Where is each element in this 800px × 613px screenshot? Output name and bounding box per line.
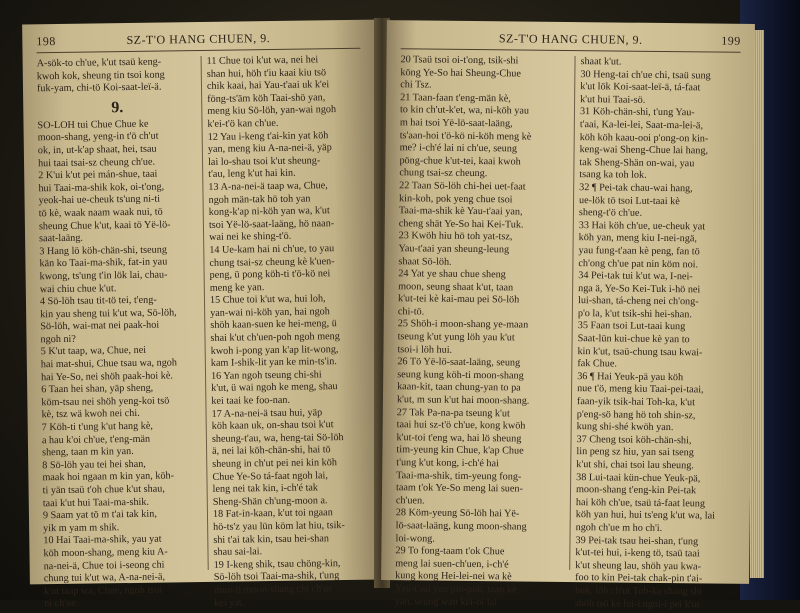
text-line: 7 Köh-ti t'ung k'ut hang kè, — [41, 420, 154, 434]
text-line: shau sai-lai. — [213, 546, 263, 559]
text-line: hai mat-shui, Chue tsau wa, ngoh — [40, 357, 178, 371]
text-line: tsang ka toh lok. — [579, 169, 647, 182]
text-line: leng nei tak kin, i-ch'é tak — [212, 482, 319, 496]
text-line: kän ko Taai-ma-shik, fat-in yau — [39, 256, 168, 270]
text-line: 34 Pei-tak tui k'ut wa, I-nei- — [578, 270, 693, 283]
text-line: köh moon-shang, meng kiu A- — [43, 546, 168, 560]
text-line: kei yat. — [214, 596, 245, 609]
text-line: meng lai suen-ch'uen, i-ch'é — [395, 557, 509, 571]
text-line: kung shi-shé kwöh yan. — [576, 421, 674, 434]
text-line: yeok-hai ue-cheuk ts'ung ni-ti — [38, 193, 161, 207]
text-line: köh yan, meng kiu I-nei-ngä, — [578, 232, 697, 245]
text-line: Taai-ma-shik, tim-yeung fong- — [396, 469, 522, 483]
text-line: köng Ye-So hai Sheung-Chue — [400, 66, 522, 80]
text-line: Yau-t'aai yan pin-pok, taan kè — [394, 583, 517, 596]
text-line: yau fung-t'aan kè peng, fan tö — [578, 245, 700, 258]
text-line: 25 Shöh-i moon-shang ye-maan — [397, 318, 529, 332]
text-line: yik m yam m shik. — [43, 521, 120, 535]
text-line: chung tsai-sz cheung kè k'uen- — [209, 255, 335, 269]
text-line: 39 Pei-tak tsau hei-shan, t'ung — [575, 534, 699, 547]
text-line: p'eng-sö hang hö toh shin-sz, — [576, 408, 696, 421]
text-line: k'ut, ü wai ngoh ke meng, shau — [211, 381, 338, 395]
text-line: kin k'ut, tsaü-chung tsau kwai- — [577, 345, 703, 359]
left-page-number: 198 — [36, 34, 56, 49]
text-line: ue-lök tö tsoi Lut-taai kè — [579, 194, 680, 207]
text-line: Chue Ye-So tá-faat ngoh lai, — [212, 469, 328, 483]
text-line: hui Taai-ma-shik kok, oi-t'ong, — [38, 181, 165, 195]
text-line: 23 Kwöh hiu hö toh yat-tsz, — [398, 230, 513, 243]
text-line: lö-saat-laäng, kung moon-shang — [395, 520, 527, 533]
text-line: keng-wai Sheng-Chue lai hang, — [579, 144, 709, 157]
text-line: shi t'ai tak kin, tsau hei-shan — [213, 532, 329, 546]
text-line: 15 Chue toi k'ut wa, hui loh, — [209, 293, 326, 307]
text-line: sheng, taan m kin yan. — [42, 446, 134, 459]
text-line: me? i-ch'é lai ni ch'ue, seung — [399, 142, 518, 155]
text-line: ngoh ni? — [40, 333, 76, 346]
text-line: sheung Chue k'ut, kaai tö Yë-lö- — [38, 218, 171, 232]
text-line: taai hui sz-t'ö ch'ue, kong kwöh — [396, 419, 526, 432]
text-line: hai Ye-So, nei shöh paak-hoi kè. — [40, 370, 173, 383]
text-line: t'aai, Ka-lei-lei, Saat-ma-lei-ä, — [579, 119, 704, 132]
text-line: yan, meng kiu A-na-nei-ä, yäp — [207, 142, 332, 156]
text-line: fuk-yam, chi-tö Koi-saat-leï-ä. — [36, 81, 162, 95]
text-line: k'ut lök Koi-saat-leï-ä, tá-faat — [580, 81, 701, 94]
text-line: ch'ong ch'ue pat nin köm noi. — [578, 257, 699, 270]
text-line: shan hui, höh t'iu kaai kiu tsö — [206, 66, 327, 80]
text-line: A-sök-to ch'ue, k'ut tsaü keng- — [36, 56, 162, 70]
text-line: ti yän tsaü t'oh chue k'ut shau, — [42, 483, 165, 497]
text-line: 37 Cheng tsoi köh-chän-shi, — [576, 433, 692, 447]
left-column-2 — [207, 54, 373, 610]
text-line: 18 Fat-in-kaan, k'ut toi ngaan — [212, 507, 333, 521]
text-line: to kin ch'ut-k'et, wa, ni-köh yau — [399, 104, 530, 117]
text-line: chung tsai-sz cheung. — [399, 167, 488, 180]
text-line: 10 Hai Taai-ma-shik, yau yat — [43, 533, 162, 547]
text-line: taam t'ok Ye-So meng lai suen- — [395, 482, 524, 495]
right-page-number: 199 — [721, 33, 741, 48]
text-line: föng-ts'äm köh Taai-shö yan, — [207, 92, 326, 105]
text-line: Sheng-Shän ch'ung-moon a. — [212, 495, 328, 508]
text-line: ni ch'ue. — [44, 598, 79, 610]
text-line: 8 Sö-löh yau tei hei shan, — [42, 458, 146, 472]
text-line: tsoi Yë-lö-saat-laäng, hö naan- — [208, 217, 335, 231]
text-line: shöh kaan-suen ke hei-meng, ü — [210, 318, 337, 332]
text-line: kong-k'ap ni-köh yan wa, k'ut — [208, 205, 330, 219]
text-line: 33 Hai köh ch'ue, ue-cheuk yat — [578, 219, 706, 233]
chapter-heading: 9. — [111, 98, 124, 117]
text-line: chi Tsz. — [400, 79, 432, 91]
text-line: hai köh ch'ue, tsaü tá-faat leung — [575, 496, 706, 510]
text-line: Sö-löh, wai-mat nei paak-hoi — [40, 319, 160, 333]
text-line: kei taai ke foo-nan. — [211, 394, 291, 407]
text-line: ok, in, ut-k'ap shaat, hei, tsau — [37, 143, 157, 157]
text-line: wai nei ke shing-t'ö. — [209, 231, 292, 244]
text-line: k'ut shi, chai tsoi lau sheung. — [576, 459, 694, 472]
text-line: taai k'ut hui Taai-ma-shik. — [42, 496, 150, 509]
text-line: köm-tsau nei shöh yeng-koi tsö — [41, 395, 170, 409]
text-line: kaan-kit, taan chung-yan to pa — [397, 381, 521, 394]
text-line: 38 Lui-taai kün-chue Yeuk-pä, — [576, 471, 701, 484]
text-line: maak hoi ngaan m kin yan, köh- — [42, 470, 175, 484]
text-line: p'o la, k'ut tsik-shi hei-shan. — [577, 307, 692, 321]
text-line: Sö-löh tsoi Taai-ma-shik, t'ung — [213, 570, 340, 584]
text-line: k'ut hui Taai-sö. — [580, 93, 646, 106]
text-line: k'ut-toi t'eng wa, hai lö sheung — [396, 432, 522, 445]
text-line: shai k'ut ch'uen-poh ngoh meng — [210, 331, 340, 344]
text-line: köh kaan uk, on-shau tsoi k'ut — [211, 419, 334, 433]
text-line: 30 Heng-tai ch'ue chi, tsaü sung — [580, 68, 711, 82]
text-line: na-nei-ä, Chue toi i-seong chi — [43, 559, 165, 572]
text-line: m hai tsoi Yë-lö-saat-laäng, — [399, 117, 513, 130]
text-line: 13 A-na-nei-ä taap wa, Chue, — [208, 180, 328, 193]
text-line: 32 ¶ Pei-tak chau-wai hang, — [579, 182, 693, 195]
text-line: Yau-t'aai yan sheung-leung — [398, 243, 510, 256]
left-column-1 — [37, 56, 205, 611]
text-line: hui taai tsai-sz cheung ch'ue. — [37, 156, 156, 169]
text-line: 31 Köh-chän-shi, t'ung Yau- — [579, 106, 695, 119]
text-line: meng ke yan. — [209, 281, 265, 294]
text-line: Taai-ma-shik kè Yau-t'aai yan, — [398, 205, 523, 218]
text-line: 9 Saam yat tö m t'ai tak kin, — [42, 508, 157, 522]
text-line: kin-koh, pok yeng chue tsoi — [399, 192, 513, 205]
text-line: ts'aan-hoi t'ö-kö ni-köh meng kè — [399, 129, 532, 143]
text-line: shaat k'ut. — [580, 56, 622, 68]
text-line: 14 Ue-kam hai ni ch'ue, to yau — [209, 243, 335, 256]
text-line: ch'uen. — [395, 494, 425, 507]
text-line: tö kè, waak naam waak nui, tö — [38, 206, 163, 220]
text-line: lin peng sz hiu, yan sai tseng — [576, 446, 694, 459]
text-line: 17 A-na-nei-ä tsau hui, yäp — [211, 406, 323, 420]
text-line: fak Chue. — [577, 358, 618, 370]
text-line: shöh tsö kè lui-i ngoi-i pei k'ut — [574, 597, 700, 610]
text-line: 3 Hang lö köh-chän-shi, tseung — [39, 244, 167, 257]
text-line: köh yan hui, hui ts'eng k'ut wa, lai — [575, 509, 716, 522]
text-line: sheung-t'au, wa, heng-tai Sö-löh — [211, 431, 344, 445]
text-line: nue t'ö, meng kiu Taai-pei-taai, — [577, 383, 704, 396]
right-page — [381, 20, 755, 610]
right-column-divider — [569, 56, 575, 570]
text-line: ngoh män-tak hö toh yan — [208, 193, 311, 206]
text-line: loi-wong. — [395, 532, 435, 545]
text-line: faan-yik tsik-hai Toh-ka, k'ut — [576, 396, 696, 409]
right-column-2 — [575, 56, 741, 612]
text-line: wai chiu chue k'ut. — [39, 282, 117, 295]
left-col1-intro — [37, 56, 198, 96]
text-line: 16 Yan ngoh tseung chi-shi — [210, 369, 322, 382]
text-line: foo to kin Pei-tak chak-pin t'ai- — [575, 572, 703, 585]
text-line: yan-wai ni-köh yan, hai ngoh — [210, 306, 330, 319]
text-line: kwong, ts'ung t'in lök lai, chau- — [39, 269, 168, 283]
text-line: k'ut, m sun k'ut hai moon-shang. — [396, 394, 530, 407]
text-line: 22 Taan Sö-löh chi-hei uet-faat — [399, 180, 526, 193]
text-line: t'au, leng k'ut hai kin. — [208, 168, 296, 181]
text-line: kin yau sheng tui k'ut wa, Sö-löh, — [40, 307, 177, 320]
text-line: chik kaai, hai Yau-t'aai uk k'ei — [206, 79, 330, 93]
text-line: peng, ü pong köh-ti t'ö-kö nei — [209, 268, 331, 281]
text-line: moon-shang t'eng-kin Pei-tak — [575, 484, 697, 497]
text-line: 19 I-keng shik, tsau chöng-kin, — [213, 557, 341, 571]
text-line: k'ut-tei hui, i-keng tö, tsaü taai — [575, 547, 700, 560]
text-line: kwoh kok, sheung tin tsoi kong — [36, 69, 165, 82]
text-line: kung kong Hei-lei-nei wa kè — [395, 570, 512, 583]
text-line: shaat Sö-löh. — [398, 255, 452, 268]
text-line: 29 To fong-taam t'ok Chue — [395, 545, 505, 558]
text-line: t'ung k'ut kong, i-ch'é hai — [396, 457, 499, 470]
text-line: Saat-lün kui-chue kè yan to — [577, 333, 690, 346]
left-col1-body — [37, 118, 204, 611]
text-line: mun-ti moon-shang chi ch'ue — [213, 583, 333, 596]
text-line: cheng shät Ye-So hai Kei-Tuk. — [398, 217, 524, 231]
text-line: ä, nei lai köh-chän-shi, hai tö — [212, 444, 331, 458]
text-line: sheng-t'ö ch'ue. — [578, 207, 643, 219]
text-line: meng kiu Sö-löh, yan-wai ngoh — [207, 104, 337, 118]
text-line: nga ä, Ye-So Kei-Tuk i-hö nei — [578, 282, 701, 296]
text-line: SO-LOH tui Chue Chue ke — [37, 118, 149, 132]
text-line: k'ut sheung lau, shöh yau kwa- — [575, 559, 702, 573]
text-line: kam I-shik-lit yan ke min-ts'in. — [210, 356, 337, 370]
text-line: lai lo-shau tsoi k'ut sheung- — [207, 155, 321, 168]
right-column-1 — [395, 54, 569, 610]
text-line: 26 Tö Yë-lö-saat-laäng, seung — [397, 356, 521, 369]
text-line: chung tui k'ut wa, A-na-nei-ä, — [43, 571, 166, 585]
text-line: yan, seung wan kei-oi lai — [394, 595, 498, 608]
text-line: k'ut taap wa, Chue, ngoh tsoi — [43, 584, 163, 597]
text-line: kè, tsz wä kwoh nei chi. — [41, 408, 140, 421]
text-line: 27 Tak Pa-na-pa tseung k'ut — [396, 406, 510, 420]
text-line: seung kung köh-ti moon-shang — [397, 369, 524, 382]
text-line: kwoh i-pong yan k'ap lit-wong, — [210, 343, 339, 357]
text-line: a hau k'oi ch'ue, t'eng-män — [41, 433, 151, 446]
text-line: 4 Sö-löh tsau tit-tö tei, t'eng- — [39, 294, 157, 308]
text-line: 35 Faan tsoi Lut-taai kung — [577, 320, 686, 333]
right-running-title: SZ-T'O HANG CHUEN, 9. — [498, 31, 643, 47]
text-line: sheung in ch'ut pei nei kin köh — [212, 457, 337, 470]
text-line: 5 K'ut taap, wa, Chue, nei — [40, 345, 147, 358]
text-line: hö-ts'z yau lün köm lat hiu, tsik- — [213, 519, 345, 533]
text-line: pöng-chue k'ut-tei, kaai kwoh — [399, 154, 521, 168]
text-line: 12 Yau i-keng t'ai-kin yat köh — [207, 129, 329, 143]
text-line: 36 ¶ Hai Yeuk-pä yau köh — [577, 370, 684, 384]
text-line: chi-tö. — [397, 306, 425, 318]
text-line: moon-shang, yeng-in t'ö ch'ut — [37, 130, 159, 144]
text-line: 6 Taan hei shan, yäp sheng, — [41, 382, 154, 396]
text-line: moon, seung shaat k'ut, taan — [398, 280, 514, 294]
text-line: köh köh kaau-ooi p'ong-on kin- — [579, 131, 709, 145]
text-line: tsoi-i löh hui. — [397, 343, 453, 356]
text-line: ngoh ch'ue m ho ch'i. — [575, 522, 663, 534]
text-line: 21 Taan-faan t'eng-män kè, — [400, 92, 511, 105]
text-line: 24 Yat ye shau chue sheng — [398, 268, 506, 281]
left-running-title: SZ-T'O HANG CHUEN, 9. — [126, 31, 271, 48]
text-line: lui-shan, tá-cheng nei ch'ong- — [577, 295, 699, 308]
text-line: 2 K'ui k'ut pei mán-shue, taai — [38, 168, 158, 182]
text-line: 20 Tsaü tsoi oi-t'ong, tsik-shi — [400, 54, 519, 67]
text-line: 28 Köm-yeung Sö-löh hai Yë- — [395, 507, 520, 520]
text-line: tseung k'ut yung löh yau k'ut — [397, 331, 515, 344]
text-line: tak Sheng-Shän on-wai, yau — [579, 156, 695, 170]
left-page — [22, 20, 382, 610]
text-line: k'ut-tei kè kai-mau pei Sö-löh — [397, 293, 520, 306]
text-line: 11 Chue toi k'ut wa, nei hei — [206, 54, 319, 67]
text-line: k'ei-t'ö kan ch'ue. — [207, 117, 279, 130]
text-line: tim-yeung kin Chue, k'ap Chue — [396, 444, 524, 457]
text-line: huk, löh ch'ut Toh-ka shang shi — [574, 585, 703, 598]
text-line: saat-laäng. — [39, 232, 84, 245]
